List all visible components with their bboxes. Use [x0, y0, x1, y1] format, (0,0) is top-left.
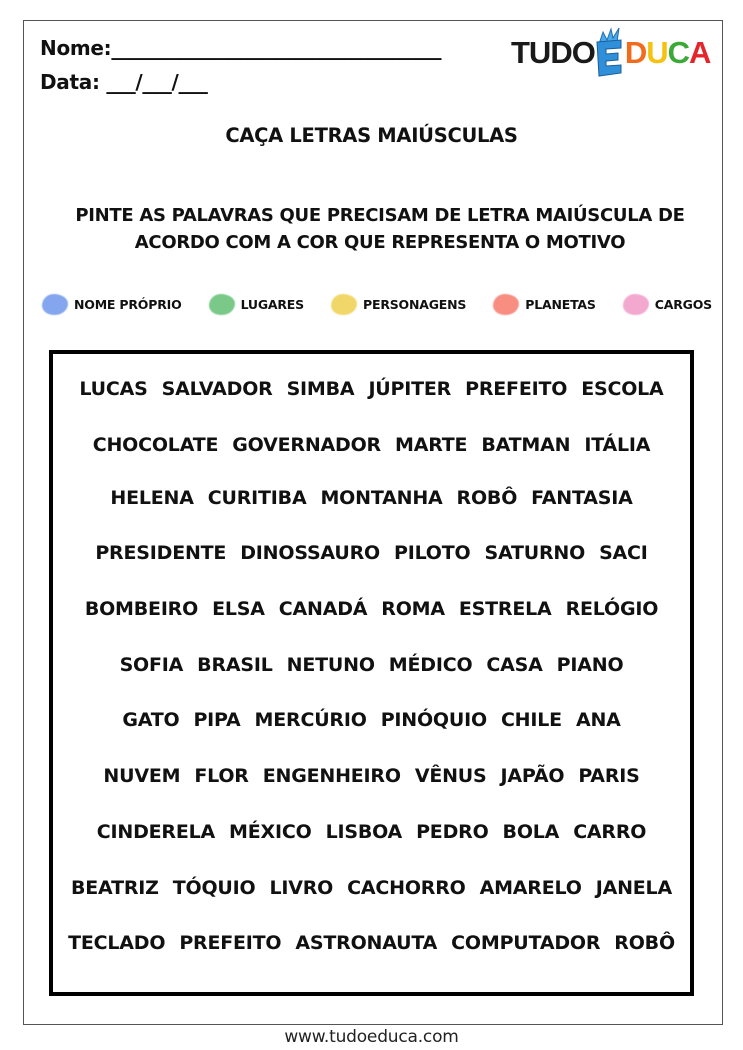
word-row — [53, 487, 690, 509]
legend-item-cargos — [623, 294, 712, 315]
word[interactable]: ROBÔ — [614, 932, 675, 954]
word[interactable]: MÉDICO — [388, 654, 473, 676]
word[interactable]: CASA — [486, 654, 543, 676]
legend-label: PLANETAS — [525, 296, 596, 312]
legend-label: LUGARES — [240, 296, 304, 312]
word-search-box — [49, 350, 694, 996]
word[interactable]: PINÓQUIO — [380, 709, 487, 731]
word-row — [53, 877, 690, 899]
word[interactable]: ROMA — [381, 598, 445, 620]
word[interactable]: RELÓGIO — [565, 598, 659, 620]
legend-item-personagens — [331, 294, 466, 315]
word[interactable]: SALVADOR — [161, 378, 273, 400]
word-row — [53, 932, 690, 954]
word[interactable]: AMARELO — [479, 877, 582, 899]
word[interactable]: SATURNO — [484, 542, 586, 564]
word[interactable]: PARIS — [578, 765, 640, 787]
word[interactable]: BOMBEIRO — [84, 598, 199, 620]
word[interactable]: BRASIL — [197, 654, 273, 676]
word[interactable]: SIMBA — [286, 378, 355, 400]
instructions-text: PINTE AS PALAVRAS QUE PRECISAM DE LETRA MAIÚSCULA DE ACORDO COM A COR QUE REPRESENTA O MOTIVO — [75, 205, 685, 253]
word[interactable]: LIVRO — [269, 877, 334, 899]
word[interactable]: GATO — [122, 709, 180, 731]
word[interactable]: SACI — [599, 542, 648, 564]
open-book-icon — [596, 28, 624, 78]
word[interactable]: ANA — [575, 709, 621, 731]
logo-letter-u: U — [646, 35, 668, 70]
word[interactable]: ESTRELA — [458, 598, 552, 620]
word[interactable]: BEATRIZ — [71, 877, 159, 899]
word[interactable]: COMPUTADOR — [451, 932, 601, 954]
word[interactable]: GOVERNADOR — [232, 434, 381, 456]
website-footer: www.tudoeduca.com — [284, 1027, 459, 1047]
yellow-paint-swatch-icon — [331, 294, 357, 315]
word[interactable]: ESCOLA — [581, 378, 664, 400]
word[interactable]: BOLA — [502, 821, 560, 843]
word[interactable]: CURITIBA — [207, 487, 307, 509]
word[interactable]: CANADÁ — [278, 598, 368, 620]
tudoeduca-logo — [511, 28, 710, 78]
word[interactable]: FLOR — [194, 765, 249, 787]
logo-letter-c: C — [667, 35, 689, 70]
word[interactable]: PREFEITO — [179, 932, 282, 954]
color-legend — [42, 292, 712, 316]
word[interactable]: BATMAN — [481, 434, 571, 456]
word[interactable]: PILOTO — [393, 542, 471, 564]
word[interactable]: NUVEM — [103, 765, 181, 787]
word[interactable]: CARRO — [573, 821, 647, 843]
legend-item-planetas — [493, 294, 595, 315]
pink-paint-swatch-icon — [623, 294, 649, 315]
date-field-label: Data: ___/___/___ — [40, 70, 208, 94]
legend-item-lugares — [209, 294, 304, 315]
word[interactable]: MARTE — [395, 434, 468, 456]
word[interactable]: MERCÚRIO — [254, 709, 367, 731]
word[interactable]: PEDRO — [416, 821, 489, 843]
word[interactable]: CACHORRO — [347, 877, 466, 899]
word[interactable]: MONTANHA — [320, 487, 443, 509]
word[interactable]: CINDERELA — [96, 821, 216, 843]
legend-label: PERSONAGENS — [363, 296, 467, 312]
word[interactable]: SOFIA — [119, 654, 184, 676]
word[interactable]: TÓQUIO — [172, 877, 256, 899]
word[interactable]: TECLADO — [68, 932, 166, 954]
word[interactable]: NETUNO — [286, 654, 375, 676]
blue-paint-swatch-icon — [42, 294, 68, 315]
logo-letter-a: A — [689, 35, 711, 70]
word-row — [53, 598, 690, 620]
word[interactable]: LUCAS — [79, 378, 148, 400]
page-title: CAÇA LETRAS MAIÚSCULAS — [225, 124, 518, 147]
word[interactable]: HELENA — [110, 487, 194, 509]
word[interactable]: ITÁLIA — [584, 434, 651, 456]
legend-label: NOME PRÓPRIO — [74, 296, 182, 312]
word[interactable]: PRESIDENTE — [95, 542, 227, 564]
word[interactable]: JÚPITER — [368, 378, 452, 400]
word[interactable]: DINOSSAURO — [240, 542, 380, 564]
green-paint-swatch-icon — [209, 294, 235, 315]
word-row — [53, 378, 690, 400]
legend-label: CARGOS — [654, 296, 712, 312]
word[interactable]: LISBOA — [325, 821, 403, 843]
word[interactable]: VÊNUS — [414, 765, 487, 787]
word-row — [53, 765, 690, 787]
red-paint-swatch-icon — [493, 294, 519, 315]
word-row — [53, 709, 690, 731]
word-row — [53, 542, 690, 564]
logo-letter-d: D — [624, 35, 647, 70]
word-row — [53, 654, 690, 676]
word[interactable]: ELSA — [212, 598, 265, 620]
word-row — [53, 821, 690, 843]
name-field-label: Nome:__________________________________ — [40, 36, 442, 60]
word[interactable]: PREFEITO — [465, 378, 568, 400]
word[interactable]: CHOCOLATE — [92, 434, 219, 456]
word[interactable]: ROBÔ — [456, 487, 518, 509]
legend-item-nome-proprio — [42, 294, 182, 315]
word[interactable]: PIPA — [193, 709, 241, 731]
word[interactable]: ASTRONAUTA — [295, 932, 438, 954]
word[interactable]: CHILE — [500, 709, 562, 731]
word[interactable]: JAPÃO — [500, 765, 565, 787]
word[interactable]: JANELA — [595, 877, 672, 899]
word[interactable]: ENGENHEIRO — [262, 765, 401, 787]
logo-text-tudo: TUDO — [511, 35, 595, 70]
word[interactable]: MÉXICO — [229, 821, 312, 843]
word-row — [53, 434, 690, 456]
word[interactable]: FANTASIA — [531, 487, 633, 509]
word[interactable]: PIANO — [556, 654, 624, 676]
